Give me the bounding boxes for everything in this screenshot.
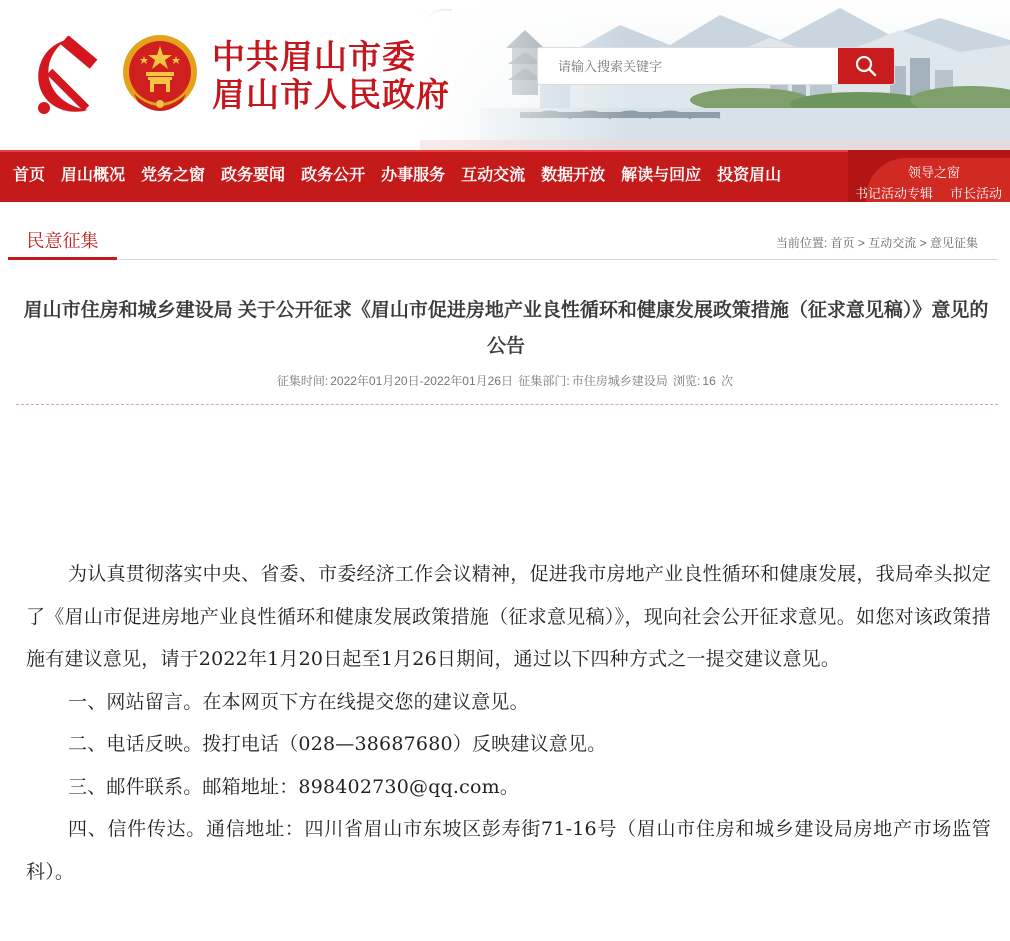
search-button[interactable] bbox=[838, 48, 894, 84]
meta-period: 2022年01月20日-2022年01月26日 bbox=[330, 374, 513, 388]
meta-divider bbox=[16, 404, 998, 405]
nav-item-gov-openness[interactable]: 政务公开 bbox=[301, 167, 366, 184]
body-item-mail: 四、信件传达。通信地址：四川省眉山市东坡区彭寿街71-16号（眉山市住房和城乡建设局房地产市场监管科）。 bbox=[26, 818, 991, 883]
meta-dept: 市住房城乡建设局 bbox=[571, 374, 668, 388]
meta-dept-label: 征集部门: bbox=[518, 374, 570, 388]
nav-item-open-data[interactable]: 数据开放 bbox=[541, 167, 606, 184]
brand-line-gov: 眉山市人民政府 bbox=[212, 75, 450, 114]
breadcrumb-separator: > bbox=[857, 236, 865, 250]
breadcrumb-interaction[interactable]: 互动交流 bbox=[868, 236, 917, 250]
nav-item-party-affairs[interactable]: 党务之窗 bbox=[141, 167, 206, 184]
nav-item-home[interactable]: 首页 bbox=[13, 167, 46, 184]
section-bar bbox=[8, 224, 998, 260]
hammer-sickle-icon bbox=[30, 36, 114, 116]
site-header bbox=[0, 0, 1010, 150]
leader-window-title[interactable]: 领导之窗 bbox=[908, 165, 961, 180]
breadcrumb-separator: > bbox=[919, 236, 927, 250]
breadcrumb bbox=[776, 234, 978, 251]
search-box bbox=[537, 47, 895, 85]
article-body bbox=[26, 553, 991, 893]
body-item-phone: 二、电话反映。拨打电话（028—38687680）反映建议意见。 bbox=[68, 733, 607, 755]
nav-item-overview[interactable]: 眉山概况 bbox=[61, 167, 126, 184]
body-intro: 为认真贯彻落实中央、省委、市委经济工作会议精神，促进我市房地产业良性循环和健康发展，我局牵头拟定了《眉山市促进房地产业良性循环和健康发展政策措施（征求意见稿）》，现向社会公开征求意见。如您对该政策措施有建议意见，请于2022年1月20日起至1月26日期间，通过以下四种方式之一提交建议意见。 bbox=[26, 563, 991, 670]
search-input[interactable] bbox=[538, 48, 840, 84]
national-emblem-icon bbox=[120, 32, 200, 116]
secretary-activities-link[interactable]: 书记活动专辑 bbox=[855, 186, 934, 201]
search-icon bbox=[854, 54, 878, 78]
breadcrumb-home[interactable]: 首页 bbox=[830, 236, 855, 250]
nav-item-gov-news[interactable]: 政务要闻 bbox=[221, 167, 286, 184]
body-item-website: 一、网站留言。在本网页下方在线提交您的建议意见。 bbox=[68, 690, 529, 713]
section-title: 民意征集 bbox=[8, 224, 117, 260]
nav-item-interpretation[interactable]: 解读与回应 bbox=[621, 167, 702, 184]
meta-views-label: 浏览: bbox=[673, 374, 701, 388]
breadcrumb-opinion[interactable]: 意见征集 bbox=[929, 236, 978, 250]
nav-items bbox=[0, 150, 789, 202]
nav-item-services[interactable]: 办事服务 bbox=[381, 167, 446, 184]
site-brand bbox=[212, 38, 450, 114]
nav-item-investment[interactable]: 投资眉山 bbox=[717, 167, 782, 184]
brand-line-party: 中共眉山市委 bbox=[212, 37, 416, 76]
article-title: 眉山市住房和城乡建设局 关于公开征求《眉山市促进房地产业良性循环和健康发展政策措施（征求意见稿）》意见的公告 bbox=[23, 300, 989, 357]
mayor-activities-link[interactable]: 市长活动 bbox=[950, 186, 1003, 201]
meta-views-unit: 次 bbox=[721, 374, 734, 388]
breadcrumb-prefix: 当前位置: bbox=[775, 236, 828, 250]
body-item-email: 三、邮件联系。邮箱地址：898402730@qq.com。 bbox=[68, 775, 520, 798]
article-meta bbox=[0, 372, 1010, 389]
meta-views: 16 bbox=[702, 374, 716, 388]
meta-period-label: 征集时间: bbox=[276, 374, 329, 388]
nav-item-interaction[interactable]: 互动交流 bbox=[461, 167, 526, 184]
